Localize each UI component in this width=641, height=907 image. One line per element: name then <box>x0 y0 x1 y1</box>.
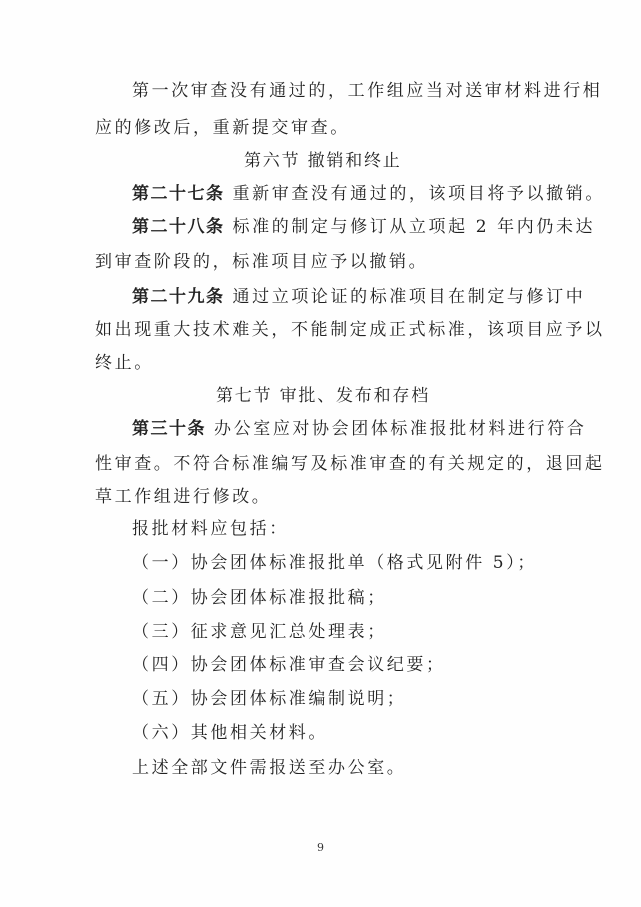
materials-intro: 报批材料应包括： <box>132 519 289 539</box>
page-number: 9 <box>317 841 324 854</box>
article-30-line-3: 草工作组进行修改。 <box>95 487 272 507</box>
list-item: （一）协会团体标准报批单（格式见附件 5）； <box>132 553 537 573</box>
article-29-text-1: 通过立项论证的标准项目在制定与修订中 <box>232 287 586 307</box>
list-item: （三）征求意见汇总处理表； <box>132 622 387 642</box>
article-30-text-1: 办公室应对协会团体标准报批材料进行符合 <box>214 419 587 439</box>
article-29-line-1 <box>132 286 585 308</box>
list-item: （二）协会团体标准报批稿； <box>132 588 387 608</box>
section-7-heading: 第七节 审批、发布和存档 <box>216 386 431 406</box>
article-29-line-3: 终止。 <box>95 353 154 373</box>
article-27-label: 第二十七条 <box>132 184 225 204</box>
article-29-label: 第二十九条 <box>132 287 225 307</box>
closing-sentence: 上述全部文件需报送至办公室。 <box>132 758 407 778</box>
article-30-line-2: 性审查。不符合标准编写及标准审查的有关规定的，退回起 <box>95 454 605 474</box>
paragraph-1-line-1: 第一次审查没有通过的，工作组应当对送审材料进行相 <box>132 81 603 101</box>
article-27-text: 重新审查没有通过的，该项目将予以撤销。 <box>232 184 605 204</box>
article-28-text-1: 标准的制定与修订从立项起 2 年内仍未达 <box>232 217 596 237</box>
paragraph-1-line-2: 应的修改后，重新提交审查。 <box>95 118 350 138</box>
article-30-line-1 <box>132 418 586 440</box>
article-28-label: 第二十八条 <box>132 217 225 237</box>
article-29-line-2: 如出现重大技术难关，不能制定成正式标准，该项目应予以 <box>95 320 605 340</box>
article-28-line-2: 到审查阶段的，标准项目应予以撤销。 <box>95 252 429 272</box>
list-item: （六）其他相关材料。 <box>132 723 328 743</box>
list-item: （四）协会团体标准审查会议纪要； <box>132 655 446 675</box>
section-6-heading: 第六节 撤销和终止 <box>244 151 402 171</box>
article-30-label: 第三十条 <box>132 419 206 439</box>
list-item: （五）协会团体标准编制说明； <box>132 689 407 709</box>
article-27 <box>132 183 605 205</box>
article-28-line-1 <box>132 216 595 238</box>
